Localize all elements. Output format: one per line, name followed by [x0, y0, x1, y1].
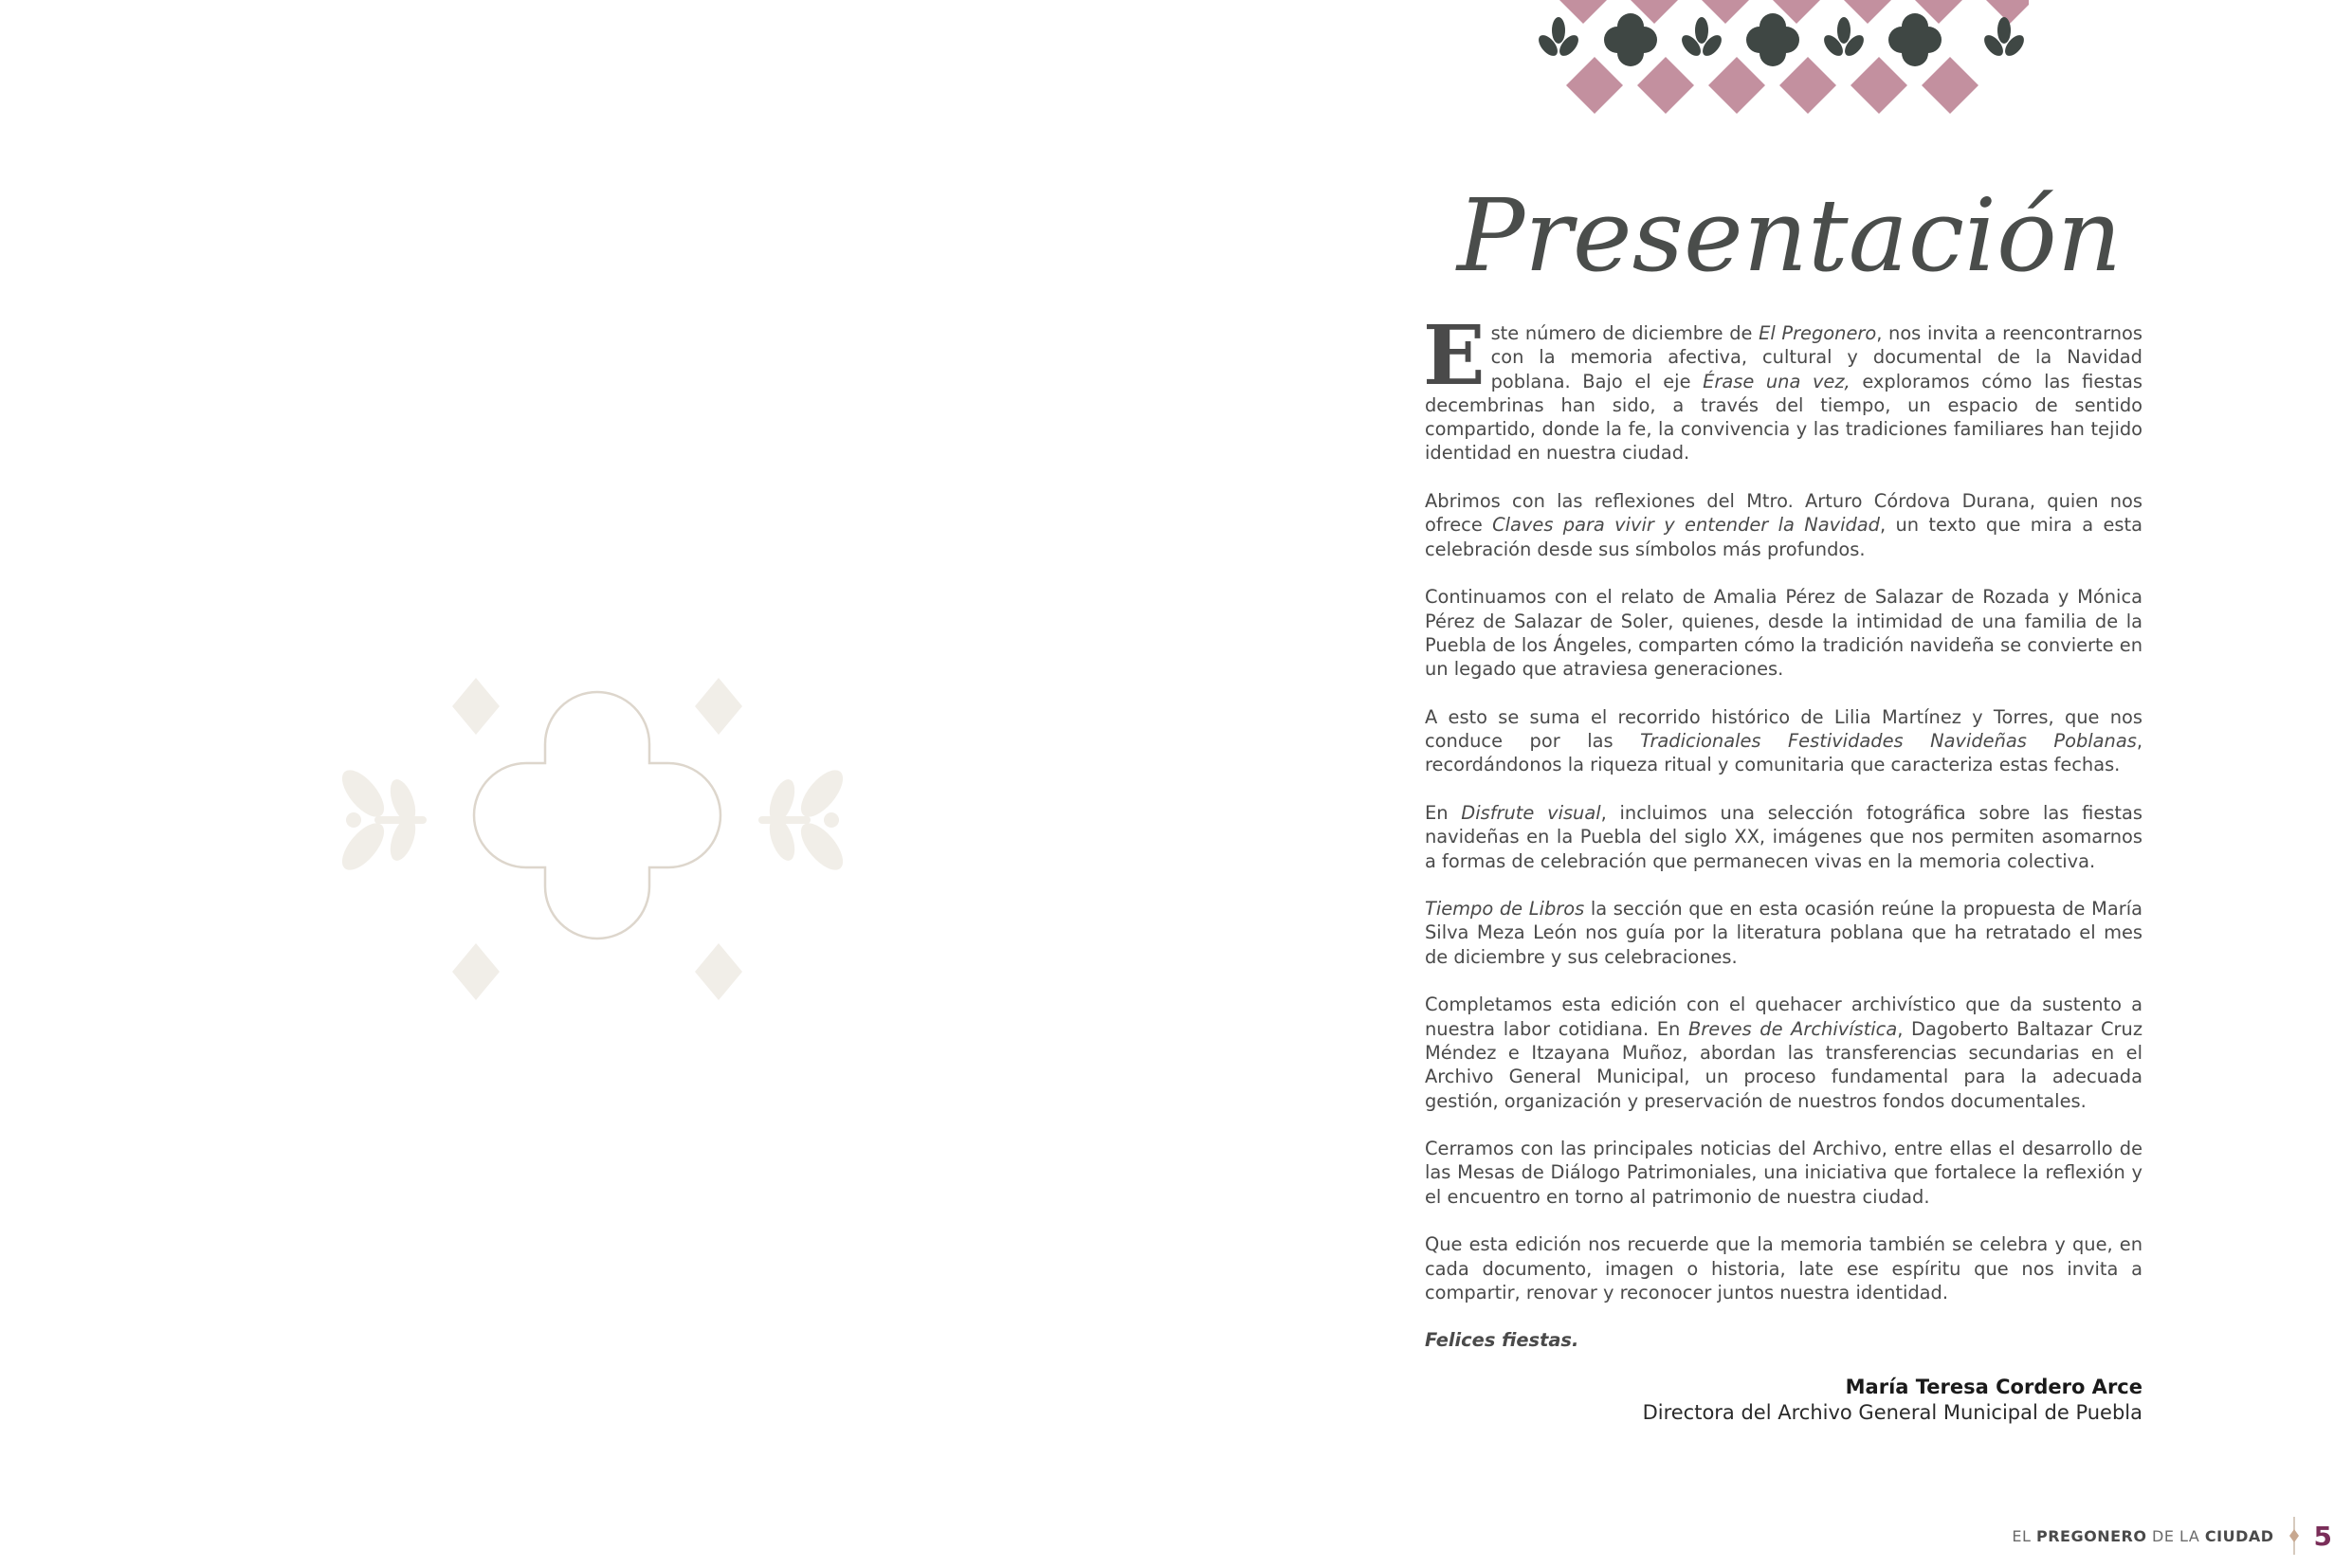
- body-paragraph: [1425, 705, 2142, 777]
- presentation-body: [1423, 308, 2143, 1377]
- text-run: Completamos esta edición con el quehacer archivístico que da sustento a nuestra labor cotidiana. En: [1425, 994, 2142, 1040]
- body-paragraph: [1425, 801, 2142, 873]
- text-run: , un texto que mira a esta celebración desde sus símbolos más profundos.: [1425, 514, 2143, 560]
- text-run: Cerramos con las principales noticias del Archivo, entre ellas el desarrollo de las Mesas de Diálogo Patrimoniales, una iniciativa que fortalece la reflexión y el encuentro en torno al patrimonio de nuestra ciudad.: [1425, 1138, 2142, 1208]
- brand-word-pregonero: PREGONERO: [2036, 1526, 2147, 1545]
- italic-run: Tiempo de Libros: [1425, 898, 1585, 921]
- brand-word-ciudad: CIUDAD: [2204, 1526, 2274, 1545]
- text-run: , nos invita a reencontrarnos con la memoria afectiva, cultural y documental de la Navidad poblana. Bajo el eje: [1490, 322, 2143, 392]
- publication-name: [2012, 1527, 2273, 1545]
- italic-run: El Pregonero: [1759, 322, 1877, 344]
- body-paragraph: [1425, 489, 2142, 561]
- body-paragraph: [1425, 1232, 2142, 1304]
- page-number: 5: [2313, 1520, 2332, 1552]
- brand-middle: DE LA: [2146, 1526, 2205, 1545]
- body-paragraph: [1423, 308, 2143, 465]
- text-run: exploramos cómo las fiestas decembrinas han sido, a través del tiempo, un espacio de sentido compartido, donde la fe, la convivencia y las tradiciones familiares han tejido identidad en nuestra ciudad.: [1425, 370, 2142, 465]
- footer-separator-icon: [2286, 1517, 2303, 1555]
- decorative-quatrefoil-motif: [327, 668, 858, 1010]
- italic-run: Érase una vez,: [1703, 370, 1851, 392]
- text-run: Continuamos con el relato de Amalia Pérez de Salazar de Rozada y Mónica Pérez de Salazar de Soler, quienes, desde la intimidad de una familia de la Puebla de los Ángeles, comparten cómo la tradición navideña se convierte en un legado que atraviesa generaciones.: [1425, 586, 2142, 681]
- text-run: A esto se suma el recorrido histórico de Lilia Martínez y Torres, que nos conduce por las: [1425, 705, 2142, 753]
- drop-cap: E: [1423, 308, 1486, 404]
- brand-prefix: EL: [2012, 1526, 2036, 1545]
- right-leaf-ornament: [758, 763, 850, 877]
- text-run: , incluimos una selección fotográfica sobre las fiestas navideñas en la Puebla del siglo XX, imágenes que nos permiten asomarnos a formas de celebración que permanecen vivas en la memoria colectiva.: [1425, 801, 2142, 872]
- body-paragraph: [1425, 897, 2142, 969]
- italic-run: Claves para vivir y entender la Navidad: [1492, 514, 1880, 537]
- body-paragraph: [1425, 1137, 2142, 1209]
- text-run: En: [1425, 801, 1462, 824]
- top-ornament: [1536, 0, 2029, 119]
- text-run: Que esta edición nos recuerde que la memoria también se celebra y que, en cada documento, imagen o historia, late ese espíritu que nos invita a compartir, renovar y reconocer juntos nuestra identidad.: [1425, 1233, 2142, 1304]
- text-run: , Dagoberto Baltazar Cruz Méndez e Itzayana Muñoz, abordan las transferencias secundarias en el Archivo General Municipal, un proceso fundamental para la adecuada gestión, organización y preservación de nuestros fondos documentales.: [1425, 1017, 2143, 1112]
- signatory-name: María Teresa Cordero Arce: [1845, 1376, 2142, 1398]
- text-run: ste número de diciembre de: [1490, 322, 1759, 344]
- signature-block: [1425, 1375, 2142, 1426]
- beige-diamonds: [452, 678, 742, 1000]
- italic-run: Disfrute visual: [1461, 801, 1601, 824]
- page-footer: [2010, 1517, 2332, 1555]
- body-paragraph: [1425, 993, 2142, 1112]
- paragraph-list: [1423, 308, 2143, 1304]
- text-run: la sección que en esta ocasión reúne la propuesta de María Silva Meza León nos guía por la literatura poblana que ha retratado el mes de diciembre y sus celebraciones.: [1425, 898, 2142, 968]
- left-leaf-ornament: [335, 763, 427, 877]
- text-run: Abrimos con las reflexiones del Mtro. Arturo Córdova Durana, quien nos ofrece: [1425, 490, 2142, 537]
- body-paragraph: [1425, 585, 2142, 681]
- text-run: , recordándonos la riqueza ritual y comunitaria que caracteriza estas fechas.: [1425, 730, 2142, 776]
- italic-run: Breves de Archivística: [1687, 1017, 1898, 1040]
- closing-line: Felices fiestas.: [1425, 1329, 1579, 1352]
- quatrefoil-outline: [474, 692, 720, 939]
- signatory-role: Directora del Archivo General Municipal de Puebla: [1642, 1401, 2142, 1424]
- italic-run: Tradicionales Festividades Navideñas Poblanas: [1640, 730, 2137, 753]
- page-title: Presentación: [1456, 177, 2123, 294]
